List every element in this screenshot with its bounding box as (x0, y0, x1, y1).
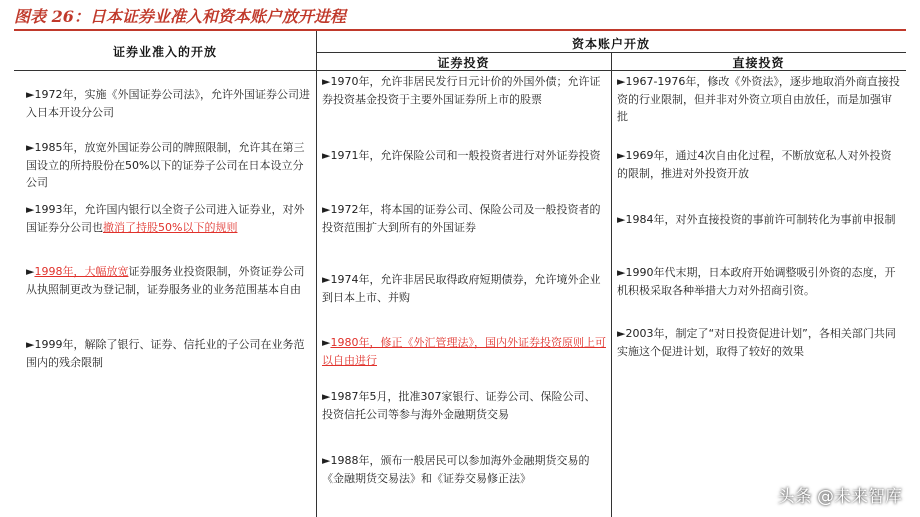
list-item: ►1984年，对外直接投资的事前许可制转化为事前申报制 (617, 213, 896, 226)
column-portfolio-investment (322, 0, 606, 517)
list-item: ►1972年，实施《外国证券公司法》，允许外国证券公司进入日本开设分公司 (26, 88, 310, 119)
header-securities-access: 证券业准入的开放 (112, 45, 217, 59)
list-item: ►1987年5月，批准307家银行、证券公司、保险公司、投资信托公司等参与海外金融期货交易 (322, 390, 596, 421)
highlight-text: 1980年，修正《外汇管理法》，国内外证券投资原则上可以自由进行 (322, 336, 606, 367)
column-divider-1 (316, 31, 317, 517)
list-item: ►1969年，通过4次自由化过程，不断放宽私人对外投资的限制，推进对外投资开放 (617, 149, 892, 180)
list-item: ►1980年，修正《外汇管理法》，国内外证券投资原则上可以自由进行 (322, 336, 606, 367)
header-direct-investment: 直接投资 (732, 56, 785, 70)
header-portfolio-investment: 证券投资 (437, 56, 490, 70)
column-securities-access (26, 0, 310, 517)
list-item: ►1970年，允许非居民发行日元计价的外国外债；允许证券投资基金投资于主要外国证券所上市的股票 (322, 75, 601, 106)
highlight-text: 1998年，大幅放宽 (34, 265, 129, 278)
list-item: ►1972年，将本国的证券公司、保险公司及一般投资者的投资范围扩大到所有的外国证券 (322, 203, 601, 234)
list-item: ►1999年，解除了银行、证券、信托业的子公司在业务范围内的残余限制 (26, 338, 305, 369)
figure-title: 图表 26：日本证券业准入和资本账户放开进程 (14, 4, 906, 31)
list-item: ►1988年，颁布一般居民可以参加海外金融期货交易的《金融期货交易法》和《证券交易修正法》 (322, 454, 590, 485)
list-item: ►1990年代末期，日本政府开始调整吸引外资的态度，开机积极采取各种举措大力对外招商引资。 (617, 266, 896, 297)
header-capital-account: 资本账户开放 (571, 37, 650, 51)
list-item: ►1967-1976年，修改《外资法》，逐步地取消外商直接投资的行业限制，但并非对外资立项自由放任，而是加强审批 (617, 75, 900, 123)
list-item: ►1974年，允许非居民取得政府短期债券，允许境外企业到日本上市、并购 (322, 273, 601, 304)
column-direct-investment (617, 0, 900, 517)
watermark: 头条 @未来智库 (777, 487, 902, 507)
list-item: ►1985年，放宽外国证券公司的牌照限制，允许其在第三国设立的所持股份在50%以下的证券子公司在日本设立分公司 (26, 141, 305, 189)
list-item: ►1998年，大幅放宽证券服务业投资限制，外资证券公司从执照制更改为登记制，证券服务业的业务范围基本自由 (26, 265, 305, 296)
list-item: ►2003年，制定了“对日投资促进计划”，各相关部门共同实施这个促进计划，取得了较好的效果 (617, 327, 896, 358)
column-divider-2 (611, 52, 612, 517)
highlight-text: 撤消了持股50%以下的规则 (103, 220, 238, 234)
list-item: ►1993年，允许国内银行以全资子公司进入证券业，对外国证券分公司也撤消了持股50%以下的规则 (26, 203, 305, 234)
list-item: ►1971年，允许保险公司和一般投资者进行对外证券投资 (322, 149, 601, 162)
